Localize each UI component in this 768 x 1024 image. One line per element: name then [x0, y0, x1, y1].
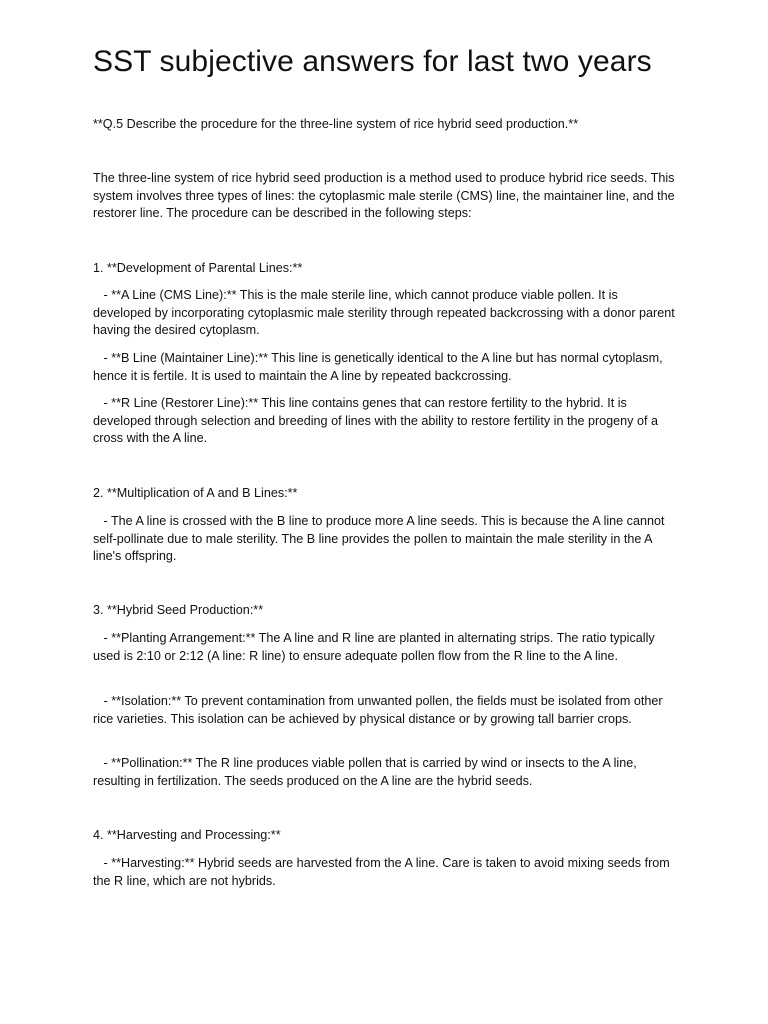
- section-heading: 3. **Hybrid Seed Production:**: [93, 603, 264, 617]
- list-item: [93, 513, 675, 566]
- list-item-text: - **Harvesting:** Hybrid seeds are harvested from the A line. Care is taken to avoid mixing seeds from the R line, which are not hybrids.: [93, 856, 670, 888]
- section-heading: 2. **Multiplication of A and B Lines:**: [93, 486, 298, 500]
- list-item: [93, 395, 675, 448]
- list-item: [93, 630, 675, 665]
- list-item: [93, 350, 675, 385]
- list-item-text: - **Isolation:** To prevent contamination from unwanted pollen, the fields must be isolated from other rice varieties. This isolation can be achieved by physical distance or by growing tall barrier crops.: [93, 694, 663, 726]
- list-item: [93, 287, 675, 340]
- section-heading: 4. **Harvesting and Processing:**: [93, 828, 281, 842]
- list-item-text: - **Pollination:** The R line produces viable pollen that is carried by wind or insects to the A line, resulting in fertilization. The seeds produced on the A line are the hybrid seeds.: [93, 756, 637, 788]
- list-item: [93, 693, 675, 728]
- section-heading: 1. **Development of Parental Lines:**: [93, 261, 303, 275]
- list-item: [93, 755, 675, 790]
- intro-paragraph: The three-line system of rice hybrid seed production is a method used to produce hybrid rice seeds. This system involves three types of lines: the cytoplasmic male sterile (CMS) line, the maintainer line, and the restorer line. The procedure can be described in the following steps:: [93, 171, 675, 221]
- question-text: **Q.5 Describe the procedure for the three-line system of rice hybrid seed production.**: [93, 117, 579, 131]
- document-title: SST subjective answers for last two years: [93, 45, 652, 78]
- list-item-text: - **A Line (CMS Line):** This is the male sterile line, which cannot produce viable pollen. It is developed by incorporating cytoplasmic male sterility through repeated backcrossing with a donor parent having the desired cytoplasm.: [93, 288, 675, 338]
- list-item-text: - **B Line (Maintainer Line):** This line is genetically identical to the A line but has normal cytoplasm, hence it is fertile. It is used to maintain the A line by repeated backcrossing.: [93, 351, 663, 383]
- list-item-text: - **R Line (Restorer Line):** This line contains genes that can restore fertility to the hybrid. It is developed through selection and breeding of lines with the ability to restore fertility in the progeny of a cross with the A line.: [93, 396, 658, 446]
- list-item-text: - The A line is crossed with the B line to produce more A line seeds. This is because the A line cannot self-pollinate due to male sterility. The B line provides the pollen to maintain the male sterility in the A line's offspring.: [93, 514, 665, 564]
- list-item-text: - **Planting Arrangement:** The A line and R line are planted in alternating strips. The ratio typically used is 2:10 or 2:12 (A line: R line) to ensure adequate pollen flow from the R line to the A line.: [93, 631, 655, 663]
- list-item: [93, 855, 675, 890]
